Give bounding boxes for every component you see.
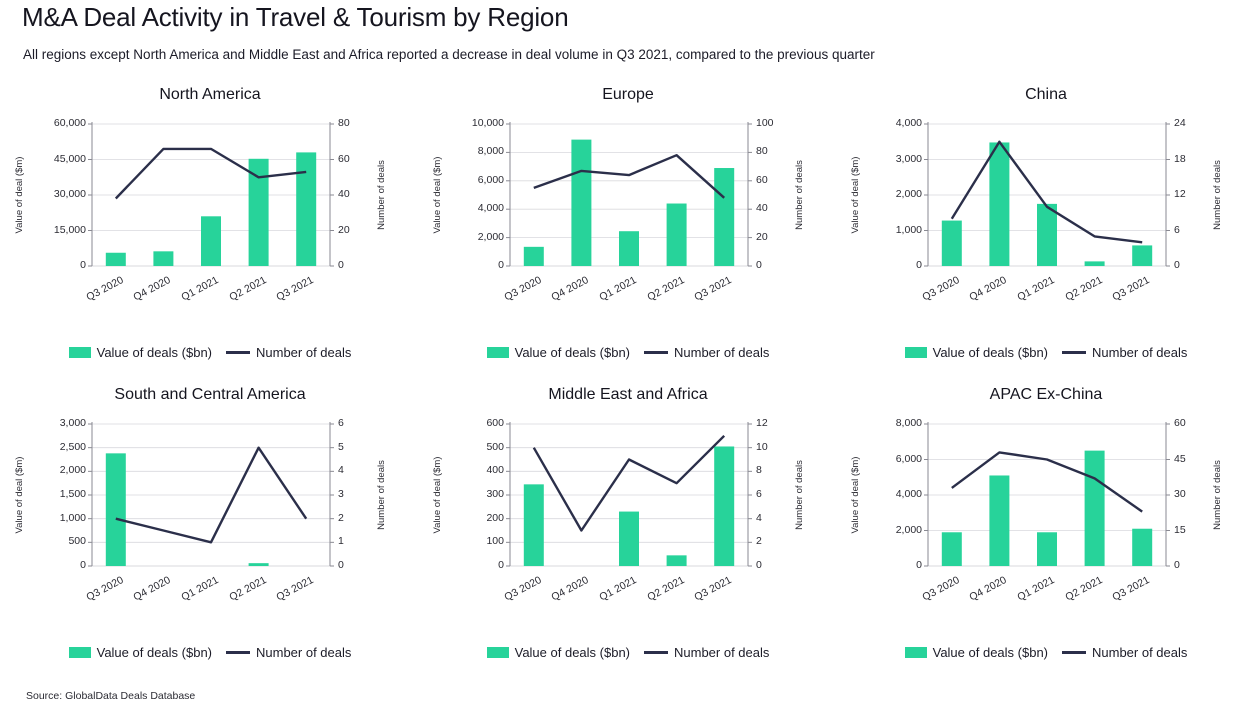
x-axis-tick-label: Q4 2020 [967,274,1010,304]
x-axis-tick-label: Q1 2021 [1015,274,1057,304]
legend-label: Number of deals [256,345,352,360]
legend-bar-swatch [905,347,927,358]
y2-axis-tick-label: 6 [1174,223,1180,236]
y-axis-tick-label: 4,000 [477,202,504,215]
bar [296,152,316,266]
y-axis-tick-label: 200 [486,511,504,524]
y-axis-tick-label: 2,500 [59,440,86,453]
bar [1037,204,1057,266]
y-axis-tick-label: 6,000 [895,452,922,465]
bar [1132,529,1152,566]
y-axis-tick-label: 2,000 [895,188,922,200]
chart-legend [836,345,1256,360]
y-axis-tick-label: 15,000 [53,223,86,236]
y2-axis-tick-label: 8 [756,464,762,477]
y2-axis-title: Number of deals [1212,160,1223,230]
plot-area [418,114,838,304]
x-axis-tick-label: Q1 2021 [1015,574,1057,604]
legend-item-value-of-deals [69,345,212,360]
bar [571,140,591,266]
y-axis-title: Value of deal ($m) [432,156,443,234]
bar [667,204,687,266]
x-axis-tick-label: Q1 2021 [179,274,221,304]
x-axis-tick-label: Q3 2021 [1110,574,1152,604]
plot-area [0,114,420,304]
legend-line-swatch [644,351,668,354]
legend-item-value-of-deals [905,345,1048,360]
x-axis-tick-label: Q3 2020 [920,574,962,604]
line-series [116,149,306,199]
legend-item-value-of-deals [487,645,630,660]
y2-axis-tick-label: 45 [1174,452,1186,465]
y-axis-tick-label: 1,500 [59,488,86,500]
legend-item-value-of-deals [905,645,1048,660]
legend-bar-swatch [69,647,91,658]
y2-axis-tick-label: 6 [338,417,344,429]
source-note: Source: GlobalData Deals Database [26,690,196,702]
y2-axis-tick-label: 0 [1174,559,1180,571]
y2-axis-tick-label: 10 [756,440,768,453]
legend-label: Value of deals ($bn) [932,345,1048,360]
y2-axis-tick-label: 0 [1174,259,1180,271]
bar [942,221,962,266]
legend-bar-swatch [487,347,509,358]
chart-panel [418,378,838,668]
x-axis-tick-label: Q3 2020 [502,574,544,604]
legend-label: Number of deals [256,645,352,660]
y2-axis-tick-label: 20 [338,223,350,236]
y-axis-tick-label: 8,000 [477,145,504,158]
bar [714,168,734,266]
page-title: M&A Deal Activity in Travel & Tourism by Region [22,2,569,32]
chart-title: APAC Ex-China [989,386,1103,403]
legend-item-value-of-deals [69,645,212,660]
x-axis-tick-label: Q2 2021 [1063,274,1105,304]
legend-label: Value of deals ($bn) [932,645,1048,660]
legend-item-number-of-deals [226,345,351,360]
chart-title: North America [159,86,261,103]
y2-axis-tick-label: 30 [1174,488,1186,500]
y-axis-tick-label: 6,000 [477,173,504,186]
bar [1037,532,1057,566]
y-axis-tick-label: 2,000 [895,523,922,536]
y2-axis-tick-label: 5 [338,440,344,453]
y-axis-tick-label: 30,000 [53,188,86,200]
bar [667,555,687,566]
y-axis-tick-label: 60,000 [53,117,86,129]
y-axis-tick-label: 0 [498,259,504,271]
x-axis-tick-label: Q3 2021 [692,574,734,604]
y2-axis-title: Number of deals [794,160,805,230]
y-axis-tick-label: 3,000 [59,417,86,429]
y2-axis-tick-label: 0 [338,259,344,271]
x-axis-tick-label: Q2 2021 [645,274,687,304]
bar [989,142,1009,266]
legend-label: Value of deals ($bn) [96,645,212,660]
x-axis-tick-label: Q3 2020 [502,274,544,304]
x-axis-tick-label: Q4 2020 [131,574,174,604]
x-axis-tick-label: Q3 2021 [1110,274,1152,304]
y2-axis-tick-label: 40 [338,188,350,200]
x-axis-tick-label: Q1 2021 [179,574,221,604]
y-axis-tick-label: 100 [486,535,504,548]
bar [524,484,544,566]
y2-axis-tick-label: 12 [756,417,768,429]
plot-svg [836,414,1256,599]
y-axis-title: Value of deal ($m) [14,456,25,534]
y2-axis-tick-label: 12 [1174,188,1186,200]
x-axis-tick-label: Q2 2021 [645,574,687,604]
plot-area [836,114,1256,304]
bar [619,512,639,566]
x-axis-tick-label: Q2 2021 [1063,574,1105,604]
y-axis-tick-label: 500 [486,440,504,453]
y2-axis-tick-label: 4 [338,464,344,477]
bar [201,216,221,266]
y-axis-title: Value of deal ($m) [850,456,861,534]
bar [106,453,126,566]
legend-bar-swatch [69,347,91,358]
y-axis-tick-label: 600 [486,417,504,429]
legend-label: Value of deals ($bn) [514,645,630,660]
y-axis-tick-label: 300 [486,488,504,500]
legend-label: Number of deals [674,345,770,360]
y-axis-tick-label: 0 [498,559,504,571]
y2-axis-tick-label: 0 [756,559,762,571]
y-axis-tick-label: 8,000 [895,417,922,429]
chart-panel [418,78,838,368]
legend-line-swatch [226,351,250,354]
legend-line-swatch [1062,651,1086,654]
y2-axis-tick-label: 80 [338,117,350,129]
bar [942,532,962,566]
y-axis-tick-label: 4,000 [895,117,922,129]
legend-item-number-of-deals [1062,345,1187,360]
y2-axis-tick-label: 40 [756,202,768,215]
y2-axis-tick-label: 2 [338,511,344,524]
chart-panel [836,78,1256,368]
page-subtitle: All regions except North America and Middle East and Africa reported a decrease in deal volume in Q3 2021, compared to the previous quarter [23,47,875,62]
chart-panel [836,378,1256,668]
y-axis-title: Value of deal ($m) [850,156,861,234]
y-axis-title: Value of deal ($m) [14,156,25,234]
legend-line-swatch [1062,351,1086,354]
y2-axis-tick-label: 60 [756,173,768,186]
chart-title: Europe [602,86,654,103]
bar [1085,261,1105,266]
line-series [952,452,1142,511]
legend-bar-swatch [487,647,509,658]
bar [524,247,544,266]
chart-title: South and Central America [114,386,306,403]
y2-axis-title: Number of deals [1212,460,1223,530]
x-axis-tick-label: Q1 2021 [597,574,639,604]
legend-label: Value of deals ($bn) [96,345,212,360]
y-axis-tick-label: 10,000 [471,117,504,129]
y2-axis-tick-label: 100 [756,117,774,129]
y2-axis-tick-label: 60 [1174,417,1186,429]
chart-panel [0,78,420,368]
y2-axis-tick-label: 3 [338,488,344,500]
y2-axis-tick-label: 2 [756,535,762,548]
chart-legend [418,645,838,660]
x-axis-tick-label: Q3 2021 [274,274,316,304]
y-axis-tick-label: 3,000 [895,152,922,165]
bar [714,446,734,566]
x-axis-tick-label: Q4 2020 [131,274,174,304]
y2-axis-tick-label: 0 [338,559,344,571]
plot-svg [836,114,1256,299]
y-axis-tick-label: 2,000 [477,230,504,243]
bar [153,251,173,266]
chart-legend [0,345,420,360]
x-axis-tick-label: Q3 2020 [84,274,126,304]
plot-svg [0,114,420,299]
y2-axis-title: Number of deals [794,460,805,530]
y2-axis-title: Number of deals [376,160,387,230]
plot-area [418,414,838,604]
bar [1085,451,1105,566]
y2-axis-tick-label: 4 [756,511,762,524]
legend-item-value-of-deals [487,345,630,360]
chart-grid [0,78,1260,678]
bar [249,563,269,566]
legend-item-number-of-deals [1062,645,1187,660]
y2-axis-tick-label: 6 [756,488,762,500]
y2-axis-tick-label: 0 [756,259,762,271]
legend-item-number-of-deals [226,645,351,660]
y2-axis-tick-label: 60 [338,152,350,165]
chart-legend [0,645,420,660]
y-axis-tick-label: 1,000 [895,223,922,236]
y2-axis-tick-label: 18 [1174,152,1186,165]
x-axis-tick-label: Q3 2021 [692,274,734,304]
chart-title: Middle East and Africa [548,386,708,403]
y-axis-tick-label: 0 [916,259,922,271]
x-axis-tick-label: Q3 2020 [920,274,962,304]
bar [989,475,1009,566]
x-axis-tick-label: Q2 2021 [227,274,269,304]
y-axis-tick-label: 500 [68,535,86,548]
x-axis-tick-label: Q3 2021 [274,574,316,604]
chart-panel [0,378,420,668]
y2-axis-tick-label: 20 [756,230,768,243]
y2-axis-tick-label: 1 [338,535,344,548]
y-axis-tick-label: 0 [80,259,86,271]
y-axis-title: Value of deal ($m) [432,456,443,534]
plot-area [836,414,1256,604]
legend-item-number-of-deals [644,645,769,660]
y2-axis-tick-label: 80 [756,145,768,158]
y2-axis-title: Number of deals [376,460,387,530]
y-axis-tick-label: 45,000 [53,152,86,165]
y-axis-tick-label: 4,000 [895,488,922,500]
chart-legend [836,645,1256,660]
x-axis-tick-label: Q4 2020 [549,274,592,304]
legend-label: Number of deals [674,645,770,660]
line-series [534,155,724,198]
x-axis-tick-label: Q4 2020 [967,574,1010,604]
legend-line-swatch [226,651,250,654]
y-axis-tick-label: 0 [916,559,922,571]
y2-axis-tick-label: 24 [1174,117,1186,129]
chart-legend [418,345,838,360]
x-axis-tick-label: Q3 2020 [84,574,126,604]
legend-bar-swatch [905,647,927,658]
y-axis-tick-label: 2,000 [59,464,86,477]
legend-label: Number of deals [1092,345,1188,360]
bar [106,253,126,266]
legend-label: Number of deals [1092,645,1188,660]
bar [1132,245,1152,266]
y-axis-tick-label: 1,000 [59,511,86,524]
plot-area [0,414,420,604]
chart-title: China [1025,86,1067,103]
bar [619,231,639,266]
legend-label: Value of deals ($bn) [514,345,630,360]
x-axis-tick-label: Q2 2021 [227,574,269,604]
x-axis-tick-label: Q1 2021 [597,274,639,304]
x-axis-tick-label: Q4 2020 [549,574,592,604]
y-axis-tick-label: 0 [80,559,86,571]
legend-item-number-of-deals [644,345,769,360]
y2-axis-tick-label: 15 [1174,523,1186,536]
bar [249,159,269,266]
legend-line-swatch [644,651,668,654]
y-axis-tick-label: 400 [486,464,504,477]
